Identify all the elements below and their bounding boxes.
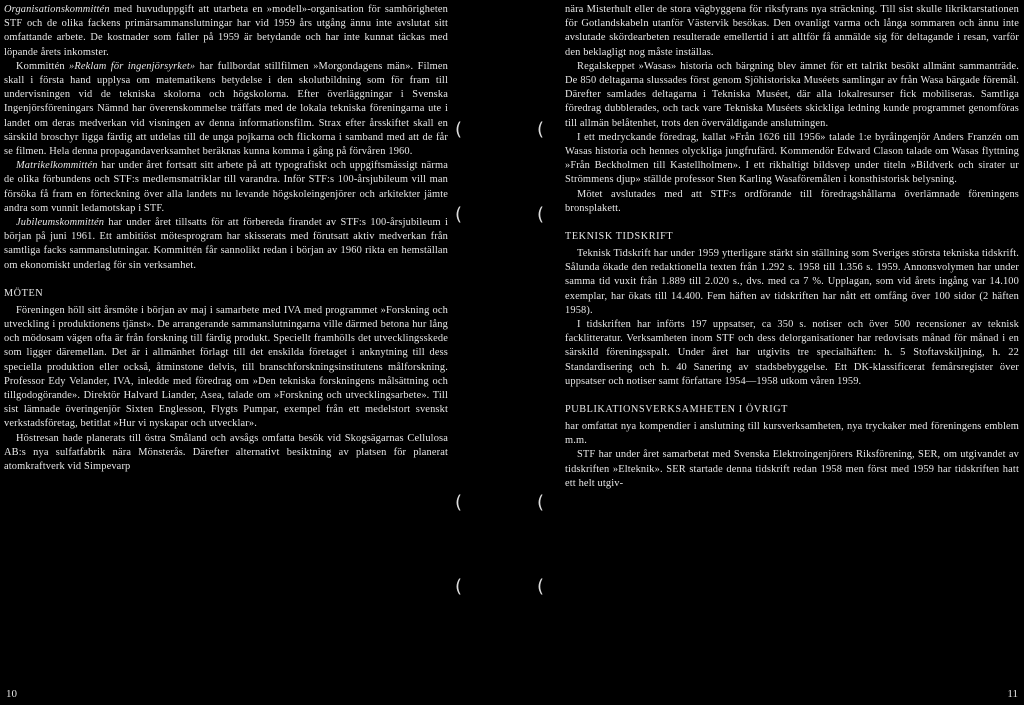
paragraph-tidskrift-content: I tidskriften har införts 197 uppsatser, ca 350 s. notiser och över 500 recensioner av teknisk facklitteratur. Verksamheten inom STF och dess delorganisationer har redovisats månad för månad i en särskild föreningsspalt. Under året har utgivits tre specialhäften: h. 5 Stoftavskiljning, h. 22 Standardisering och h. 40 Sanering av stadsbebyggelse. Ett DK-klassificerat femårsregister över uppsatser och notiser samt författare 1954—1958 utkom våren 1959.: [565, 319, 1019, 387]
binding-mark: (: [455, 204, 463, 225]
binding-mark: (: [455, 492, 463, 513]
paragraph-text: har under året fortsatt sitt arbete på att typografiskt och uppgiftsmässigt närma de olika förbundens och STF:s medlemsmatriklar till varandra. Inför STF:s 100-årsjubileum vill man försöka få fram en förteckning över alla landets nu levande högskoleingenjörer och arkitekter jämte andra som vunnit ledamotskap i STF.: [4, 160, 448, 214]
binding-mark: (: [455, 576, 463, 597]
paragraph-continuation: nära Misterhult eller de stora vägbyggena för riksfyrans nya sträckning. Till sist skulle likriktarstationen för Gotlandskabeln utanför Västervik besökas. Den ovanligt varma och långa sommaren och ännu inte avslutade skördearbeten resulterade emellertid i att alltför få anmälde sig för deltagande i resan, varför den beklagligt nog måste inställas.: [565, 4, 1019, 58]
left-column: [4, 3, 448, 474]
binding-mark: (: [455, 119, 463, 140]
paragraph-matrikel: [4, 159, 448, 216]
paragraph-publikation: har omfattat nya kompendier i anslutning till kursverksamheten, nya tryckaker med föreningens emblem m.m.: [565, 421, 1019, 447]
paragraph-wasa: Regalskeppet »Wasas» historia och bärgning blev ämnet för ett talrikt besökt allmänt sammanträde. De 850 deltagarna slussades först genom Sjöhistoriska Muséets samlingar av från Wasa bärgade föremål. Därefter samlades deltagarna i Tekniska Muséet, där alla lokalresurser fick mobiliseras. Samtliga föredrag dubblerades, och tack vare Tekniska Muséets skickliga ledning kunde programmet genomföras till allmän belåtenhet, trots den överväldigande anslutningen.: [565, 60, 1019, 129]
committee-label: Matrikelkommittén: [16, 160, 98, 172]
page-number: 10: [6, 688, 17, 700]
paragraph-reklam: [4, 60, 448, 159]
paragraph-text: Kommittén: [16, 60, 70, 72]
committee-label: »Reklam för ingenjörsyrket»: [69, 60, 196, 72]
committee-label: Jubileumskommittén: [16, 217, 105, 229]
paragraph-text: med huvuduppgift att utarbeta en »modell»-organisation för samhörigheten STF och de olika fackens primärsammanslutningar har vid 1959 års utgång ännu inte avslutat sitt omfattande arbete. De kostnader som faller på 1959 är betydande och har inte kunnat täckas med löpande årets inkomster.: [4, 4, 448, 58]
binding-mark: (: [537, 576, 545, 597]
committee-label: Organisationskommittén: [4, 4, 110, 15]
binding-mark: (: [537, 492, 545, 513]
right-page: [512, 0, 1024, 705]
section-heading-moten: MÖTEN: [4, 287, 44, 299]
right-column: [565, 3, 1019, 491]
paragraph-text: har under året tillsatts för att förbereda firandet av STF:s 100-årsjubileum i början på juni 1961. Ett ambitiöst mötesprogram har skisserats med förutsatt aktiv medverkan från samtliga facks sammanslutningar. Kommittén får sannolikt redan i början av 1960 rikta en hemställan om ekonomiskt underlag för sin verksamhet.: [4, 217, 448, 271]
paragraph-foredrag: I ett medryckande föredrag, kallat »Från 1626 till 1956» talade 1:e byråingenjör Anders Franzén om Wasas historia och hennes olyckliga jungfrufärd. Kommendör Edward Clason talade om Wasas flyttning »Från Beckholmen till Kastellholmen». I ett rikhaltigt bildsvep under titeln »Bildverk och sirater ur Strömmens djup» ställde professor Sten Karling Wasaföremålen i konsthistorisk belysning.: [565, 131, 1019, 186]
paragraph-organisation: [4, 3, 448, 60]
paragraph-hostresan: Höstresan hade planerats till östra Småland och avsågs omfatta besök vid Skogsägarnas Cellulosa AB:s nya sulfatfabrik nära Mönsterås. Därefter alternativt besiktning av platsen för planerat atomkraftverk vid Simpevarp: [4, 432, 448, 473]
section-heading-publikation: PUBLIKATIONSVERKSAMHETEN I ÖVRIGT: [565, 404, 788, 416]
binding-mark: (: [537, 204, 545, 225]
paragraph-elteknik: STF har under året samarbetat med Svenska Elektroingenjörers Riksförening, SER, om utgivandet av tidskriften »Elteknik». SER startade denna tidskrift redan 1958 men först med 1959 har tidskriften hatt ett helt utgiv-: [565, 449, 1019, 489]
page-number: 11: [1007, 688, 1018, 700]
paragraph-text: har fullbordat stillfilmen »Morgondagens män». Filmen skall i första hand upplysa om matematikens betydelse i den skolutbildning som för fram till undervisningen vid de tekniska skolorna och högskolorna. Efter överläggningar i Svenska Ingenjörsföreningars Nämnd har överenskommelse träffats med de lokala tekniska föreningarna ute i landet om deras medverkan vid visningen av denna informationsfilm. Strax efter årsskiftet skall en särskild broschyr ligga färdig att utdelas till de unga pojkarna och flickorna i samband med att de får se filmen. Hela denna propagandaverksamhet beräknas kunna komma i gång på förvåren 1960.: [4, 60, 448, 158]
section-heading-teknisk-tidskrift: TEKNISK TIDSKRIFT: [565, 231, 674, 243]
paragraph-tidskrift-stats: Teknisk Tidskrift har under 1959 ytterligare stärkt sin ställning som Sveriges största tekniska tidskrift. Sålunda ökade den redaktionella texten från 1.292 s. 1958 till 1.356 s. 1959. Annonsvolymen har under samma tid vuxit från 1.889 till 2.020 s., dvs. med ca 7 %. Upplagan, som vid årets ingång var 14.100 exemplar, har ökats till 14.400. Fem häften av tidskriften har nått ett omfång över 100 sidor (2 häften 1958).: [565, 248, 1019, 316]
paragraph-jubileum: [4, 216, 448, 273]
paragraph-arsmote: Föreningen höll sitt årsmöte i början av maj i samarbete med IVA med programmet »Forskning och utveckling i produktionens tjänst». De arrangerande sammanslutningarna ville därmed betona hur lång och mödosam vägen ofta är från forskning till färdig produkt. Speciellt framhölls det utvecklingsskede som ligger däremellan. Det är i allmänhet förlagt till det enskilda företaget i anknytning till dess speciella produktion eller också, åtminstone delvis, till branschforskningsinstitutens målforskning. Professor Edy Velander, IVA, inledde med föredrag om »Den tekniska forskningens målsättning och tillgodogörande». Direktör Halvard Liander, Asea, talade om »Forskning och utvecklingsarbete». Till sist lämnade överingenjör Sixten Englesson, Flygts Pumpar, exempel från ett medelstort svenskt verkstadsföretag, betitlat »Hur vi nyskapar och utvecklar».: [4, 304, 448, 430]
binding-mark: (: [537, 119, 545, 140]
paragraph-motet: Mötet avslutades med att STF:s ordförande till föredragshållarna överlämnade föreningens bronsplakett.: [565, 188, 1019, 214]
